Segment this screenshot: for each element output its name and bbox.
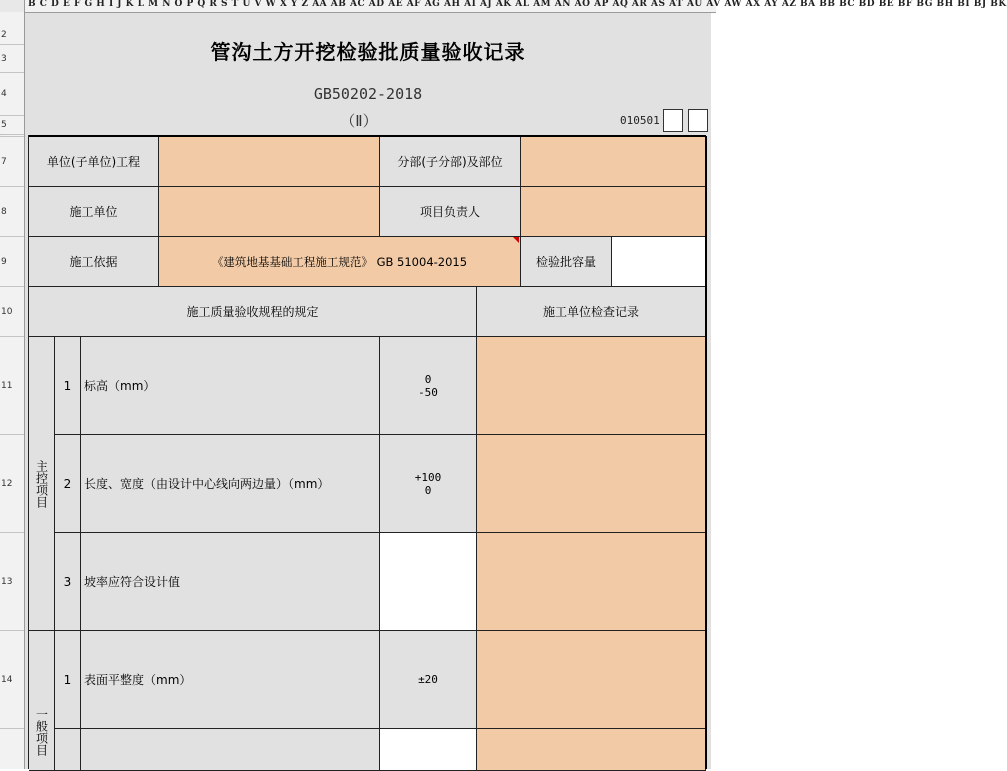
construction-basis-label: 施工依据 [29, 237, 159, 287]
form-part: （Ⅱ） [340, 112, 378, 130]
item-description: 长度、宽度（由设计中心线向两边量）（mm） [81, 435, 380, 533]
check-record-header: 施工单位检查记录 [477, 287, 706, 337]
row-number[interactable]: 11 [0, 337, 24, 435]
batch-capacity-label: 检验批容量 [521, 237, 612, 287]
project-manager-label: 项目负责人 [380, 187, 521, 237]
contractor-label: 施工单位 [29, 187, 159, 237]
item-allowed-value-input[interactable] [380, 729, 477, 771]
check-record-input[interactable] [477, 631, 706, 729]
subunit-label: 分部(子分部)及部位 [380, 137, 521, 187]
subunit-input[interactable] [521, 137, 706, 187]
item-description [81, 729, 380, 771]
check-record-input[interactable] [477, 435, 706, 533]
row-number[interactable]: 13 [0, 533, 24, 631]
contractor-input[interactable] [159, 187, 380, 237]
table-right-border [705, 136, 707, 769]
row-header-column[interactable] [0, 12, 25, 769]
row-number[interactable]: 6 [0, 135, 24, 137]
item-description: 表面平整度（mm） [81, 631, 380, 729]
row-number[interactable]: 2 [0, 25, 24, 45]
item-number: 1 [55, 631, 81, 729]
standard-code: GB50202-2018 [313, 85, 423, 103]
item-description: 坡率应符合设计值 [81, 533, 380, 631]
batch-capacity-input[interactable] [612, 237, 706, 287]
allowed-value-line: 0 [424, 483, 432, 497]
item-description: 标高（mm） [81, 337, 380, 435]
item-allowed-value [380, 435, 477, 533]
column-header-ribbon[interactable] [0, 0, 1007, 13]
row-number[interactable]: 12 [0, 435, 24, 533]
column-letters: B C D E F G H I J K L M N O P Q R S T U V W X Y Z AA AB AC AD AE AF AG AH AI AJ AK AL AM AN AO AP AQ AR AS AT AU AV AW AX AY AZ BA BB BC BD BE BF BG BH BI BJ BK [28, 0, 1007, 9]
allowed-value-line: +100 [414, 470, 442, 484]
form-number-box[interactable] [688, 109, 708, 132]
row-number[interactable]: 3 [0, 45, 24, 73]
general-group-text: 一般项目 [34, 708, 49, 756]
row-number[interactable]: 9 [0, 237, 24, 287]
row-number[interactable]: 5 [0, 116, 24, 135]
comment-indicator-icon[interactable] [513, 237, 519, 243]
general-group-label [29, 631, 55, 771]
construction-basis-value[interactable]: 《建筑地基基础工程施工规范》 GB 51004-2015 [159, 237, 521, 287]
allowed-value-line: 0 [424, 372, 432, 386]
form-number-box[interactable] [663, 109, 683, 132]
item-number: 3 [55, 533, 81, 631]
select-all-corner[interactable] [0, 0, 25, 12]
form-number: 010501 [620, 114, 660, 127]
row-number[interactable]: 7 [0, 137, 24, 187]
rule-header: 施工质量验收规程的规定 [29, 287, 477, 337]
item-allowed-value-input[interactable] [380, 533, 477, 631]
unit-project-input[interactable] [159, 137, 380, 187]
check-record-input[interactable] [477, 729, 706, 771]
check-record-input[interactable] [477, 533, 706, 631]
check-record-input[interactable] [477, 337, 706, 435]
row-number[interactable]: 4 [0, 73, 24, 116]
allowed-value-line: ±20 [418, 673, 438, 686]
main-control-group-label [29, 337, 55, 631]
item-allowed-value [380, 631, 477, 729]
sheet-blank-area[interactable] [711, 13, 767, 769]
unit-project-label: 单位(子单位)工程 [29, 137, 159, 187]
row-number[interactable]: 8 [0, 187, 24, 237]
main-control-group-text: 主控项目 [34, 459, 49, 508]
item-allowed-value [380, 337, 477, 435]
row-number[interactable]: 14 [0, 631, 24, 729]
form-title: 管沟土方开挖检验批质量验收记录 [210, 40, 526, 64]
allowed-value-line: -50 [418, 385, 438, 399]
row-number[interactable]: 10 [0, 287, 24, 337]
item-number [55, 729, 81, 771]
item-number: 1 [55, 337, 81, 435]
project-manager-input[interactable] [521, 187, 706, 237]
item-number: 2 [55, 435, 81, 533]
